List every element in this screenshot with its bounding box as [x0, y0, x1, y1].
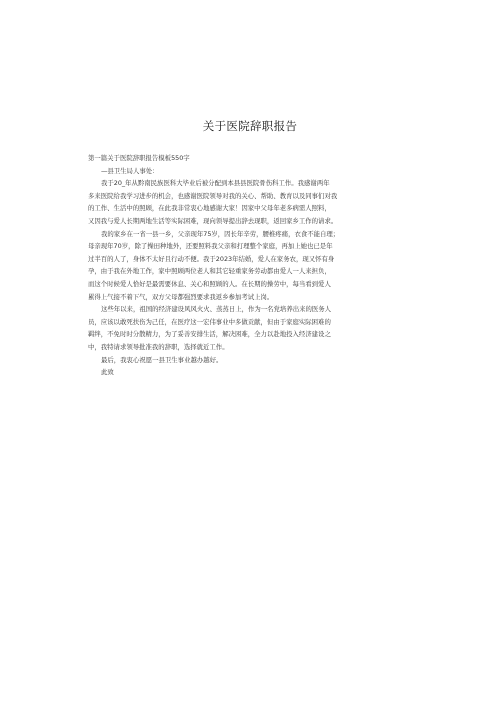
- body-line: 母亲现年70岁，除了操田种地外，还要照料我父亲和打理整个家庭，再加上她也已是年: [88, 242, 333, 251]
- body-line: 孕，由于我在外地工作，家中照顾两位老人和其它轻重家务劳动都由爱人一人来担负，: [88, 267, 331, 276]
- body-line: 最后，我衷心祝愿一县卫生事业越办越好。: [101, 355, 223, 364]
- body-line: 累得上气接不着下气，双方父母都强烈要求我返乡参加考试上岗。: [88, 292, 274, 301]
- body-line: 又因我与爱人长期两地生活等实际困难，现向领导提出辞去现职，返回家乡工作的请求。: [88, 216, 338, 225]
- body-line: 多来医院给我学习进步的机会，也感谢医院领导对我的关心、帮助、教育以及同事们对我: [88, 191, 338, 200]
- body-line: 过半百的人了，身体不太好且行动不便。我于2023年结婚，爱人在家务农，现又怀有身: [88, 254, 335, 263]
- heading-line: 第一篇关于医院辞职报告模板550字: [88, 154, 190, 162]
- body-line: 我于20_年从黔南民族医科大毕业后被分配到本县县医院骨伤科工作。我感谢两年: [101, 179, 330, 188]
- body-line: 此致: [101, 368, 114, 377]
- document-body: [88, 152, 414, 379]
- body-line: 我的家乡在一省一县一乡，父亲现年75岁，因长年辛劳，腰椎疼痛，衣食不能自理；: [101, 229, 340, 238]
- body-line: 这些年以来，祖国的经济建设风风火火、蒸蒸日上，作为一名党培养出来的医务人: [101, 305, 332, 314]
- body-line: 羁绊，不免时时分散精力，为了妥善安排生活，解决困难，全力以赴地投入经济建设之: [88, 330, 331, 339]
- body-lines: [88, 177, 414, 379]
- body-line: 员，应该以敢死扶伤为己任，在医疗这一宏伟事业中多做贡献，但由于家庭实际困难的: [88, 317, 331, 326]
- body-line: 中，我特请求领导批准我的辞职，选择就近工作。: [88, 342, 229, 351]
- document-title: 关于医院辞职报告: [202, 119, 298, 133]
- body-line: 而这个时候爱人恰好是最需要休息、关心和照顾的人。在长期的操劳中，每当看到爱人: [88, 279, 331, 288]
- salutation-line: —县卫生局人事处：: [101, 166, 159, 175]
- body-line: 的工作、生活中的照顾，在此我非常衷心地感谢大家！因家中父母年老多病需人照料，: [88, 204, 331, 213]
